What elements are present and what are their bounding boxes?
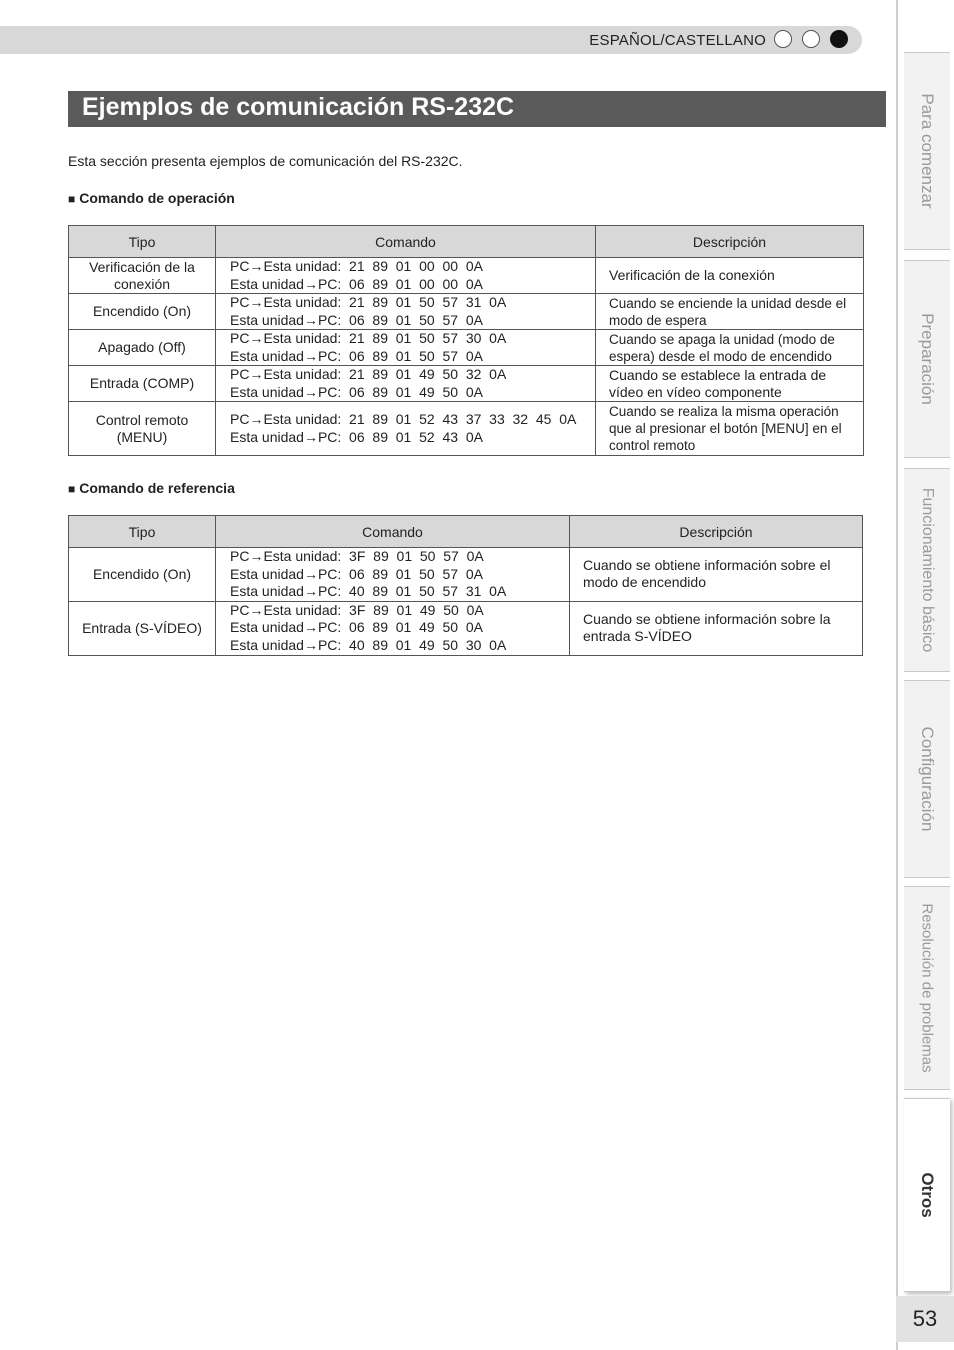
cell-comando: PC→Esta unidad: 21 89 01 00 00 0A Esta unidad→PC: 06 89 01 00 00 0A (216, 258, 596, 294)
tab-funcionamiento-basico[interactable]: Funcionamiento básico (904, 468, 950, 672)
cell-comando: PC→Esta unidad: 21 89 01 50 57 30 0A Esta unidad→PC: 06 89 01 50 57 0A (216, 330, 596, 366)
table-row (69, 366, 864, 402)
cell-descripcion: Cuando se establece la entrada de vídeo en vídeo componente (596, 366, 864, 402)
table-row (69, 258, 864, 294)
cell-descripcion: Cuando se apaga la unidad (modo de espera) desde el modo de encendido (596, 330, 864, 366)
cell-descripcion: Cuando se enciende la unidad desde el modo de espera (596, 294, 864, 330)
column-header-descripcion: Descripción (570, 516, 863, 548)
cell-descripcion: Cuando se obtiene información sobre la entrada S-VÍDEO (570, 601, 863, 655)
page-title-bar (68, 91, 886, 127)
cell-comando: PC→Esta unidad: 3F 89 01 49 50 0A Esta unidad→PC: 06 89 01 49 50 0A Esta unidad→PC: 40 89 01 49 50 30 0A (216, 601, 570, 655)
cell-descripcion: Cuando se realiza la misma operación que al presionar el botón [MENU] en el control remoto (596, 402, 864, 456)
cell-comando: PC→Esta unidad: 3F 89 01 50 57 0A Esta unidad→PC: 06 89 01 50 57 0A Esta unidad→PC: 40 89 01 50 57 31 0A (216, 548, 570, 602)
section-heading-operation: ■ Comando de operación (68, 190, 235, 206)
reference-command-table (68, 515, 863, 656)
cell-comando: PC→Esta unidad: 21 89 01 52 43 37 33 32 45 0A Esta unidad→PC: 06 89 01 52 43 0A (216, 402, 596, 456)
tab-para-comenzar[interactable]: Para comenzar (904, 52, 950, 250)
tab-configuracion[interactable]: Configuración (904, 680, 950, 878)
section-heading-reference: ■ Comando de referencia (68, 480, 235, 496)
column-header-tipo: Tipo (69, 226, 216, 258)
cell-tipo: Entrada (COMP) (69, 366, 216, 402)
column-header-descripcion: Descripción (596, 226, 864, 258)
cell-comando: PC→Esta unidad: 21 89 01 49 50 32 0A Esta unidad→PC: 06 89 01 49 50 0A (216, 366, 596, 402)
cell-tipo: Verificación de la conexión (69, 258, 216, 294)
cell-tipo: Entrada (S-VÍDEO) (69, 601, 216, 655)
tab-resolucion-de-problemas[interactable]: Resolución de problemas (904, 886, 950, 1090)
column-header-comando: Comando (216, 226, 596, 258)
indicator-circle-empty-1 (774, 30, 792, 48)
cell-descripcion: Verificación de la conexión (596, 258, 864, 294)
table-row (69, 330, 864, 366)
language-bar (0, 26, 862, 54)
intro-text: Esta sección presenta ejemplos de comunicación del RS-232C. (68, 153, 463, 169)
indicator-circle-empty-2 (802, 30, 820, 48)
language-label: ESPAÑOL/CASTELLANO (589, 32, 766, 49)
page-number: 53 (896, 1296, 954, 1342)
table-row (69, 601, 863, 655)
cell-tipo: Apagado (Off) (69, 330, 216, 366)
column-header-tipo: Tipo (69, 516, 216, 548)
square-bullet-icon: ■ (68, 192, 76, 206)
cell-tipo: Encendido (On) (69, 548, 216, 602)
page-title: Ejemplos de comunicación RS-232C (82, 93, 515, 121)
table-row (69, 402, 864, 456)
cell-comando: PC→Esta unidad: 21 89 01 50 57 31 0A Esta unidad→PC: 06 89 01 50 57 0A (216, 294, 596, 330)
tab-preparacion[interactable]: Preparación (904, 260, 950, 458)
indicator-circle-filled (830, 30, 848, 48)
column-header-comando: Comando (216, 516, 570, 548)
chapter-sidebar (896, 0, 954, 1350)
cell-tipo: Encendido (On) (69, 294, 216, 330)
operation-command-table (68, 225, 864, 456)
table-row (69, 548, 863, 602)
square-bullet-icon: ■ (68, 482, 76, 496)
tab-otros[interactable]: Otros (904, 1098, 950, 1292)
table-row (69, 294, 864, 330)
cell-tipo: Control remoto (MENU) (69, 402, 216, 456)
cell-descripcion: Cuando se obtiene información sobre el modo de encendido (570, 548, 863, 602)
